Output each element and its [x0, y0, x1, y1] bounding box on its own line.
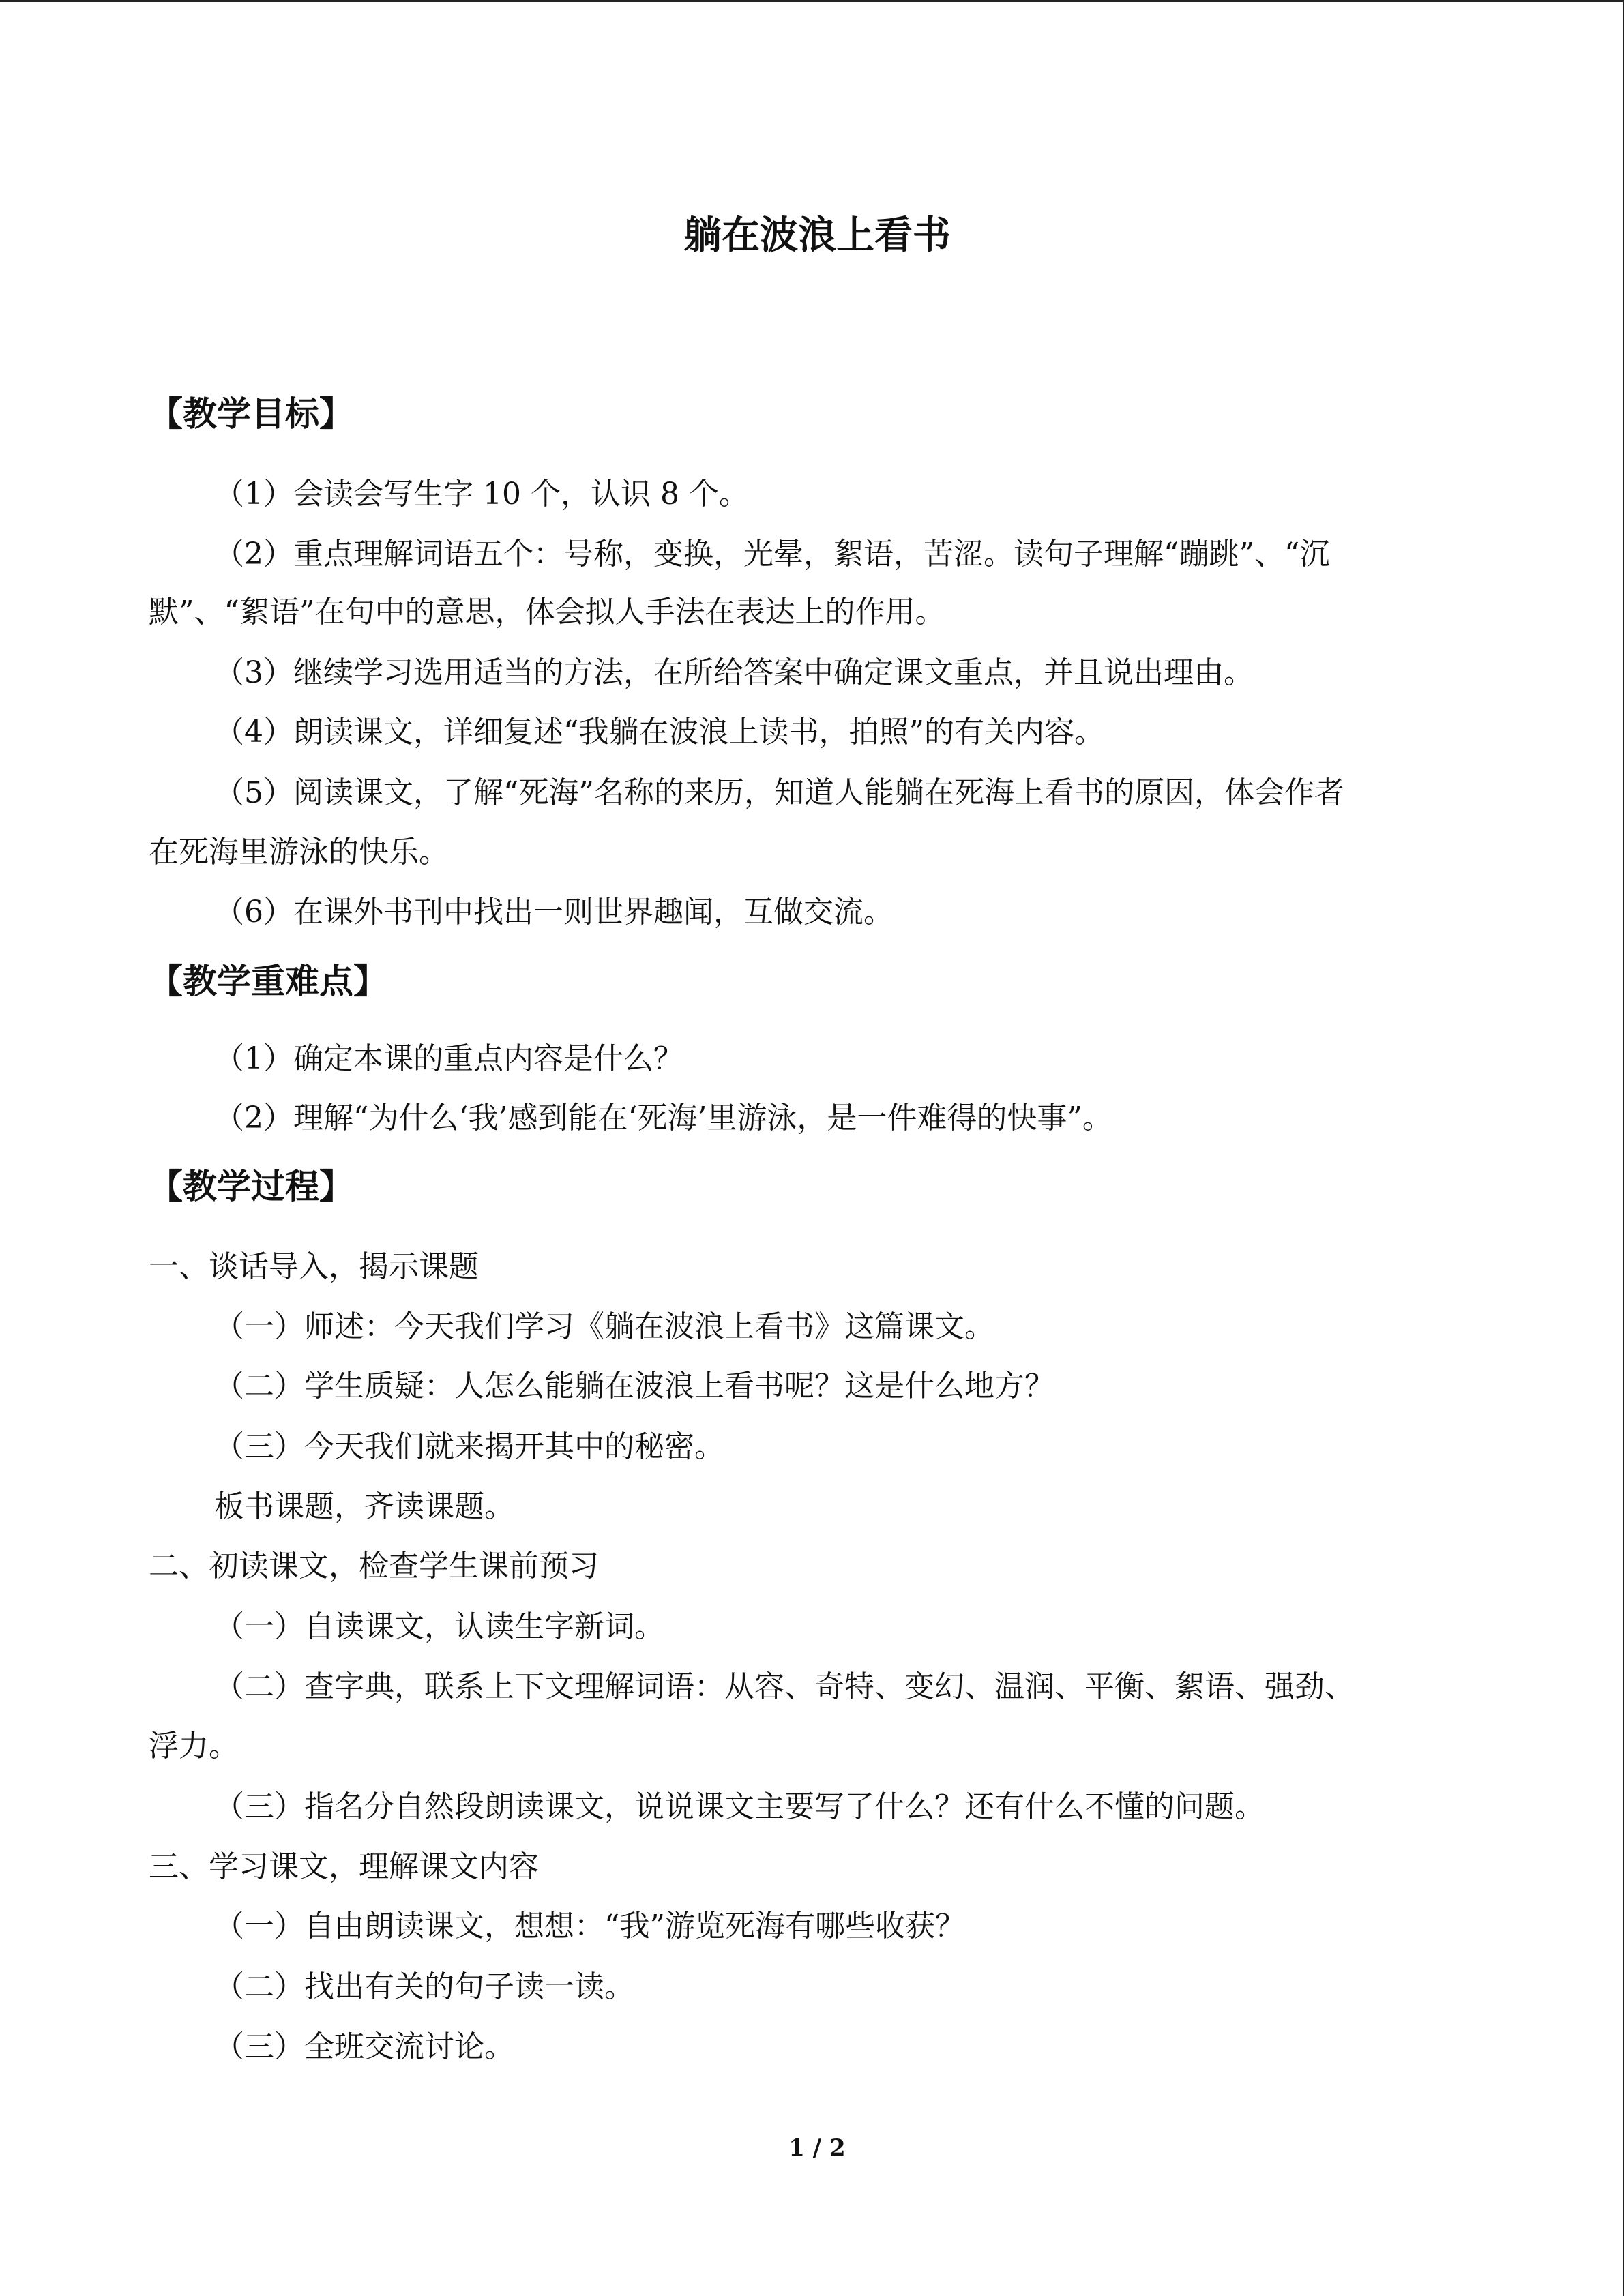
process-step-1-item-1: （一）师述：今天我们学习《躺在波浪上看书》这篇课文。 [214, 1309, 994, 1344]
goal-line-1: （1）会读会写生字 10 个，认识 8 个。 [214, 477, 749, 511]
process-step-2-item-2-continued: 浮力。 [149, 1729, 239, 1763]
process-step-3-item-1: （一）自由朗读课文，想想：“我”游览死海有哪些收获？ [214, 1909, 965, 1943]
goal-line-2: （2）重点理解词语五个：号称，变换，光晕，絮语，苦涩。读句子理解“蹦跳”、“沉 [214, 537, 1330, 571]
process-step-1-note: 板书课题，齐读课题。 [214, 1489, 514, 1524]
goal-line-2-continued: 默”、“絮语”在句中的意思，体会拟人手法在表达上的作用。 [149, 595, 945, 629]
goal-line-5: （5）阅读课文，了解“死海”名称的来历，知道人能躺在死海上看书的原因，体会作者 [214, 775, 1344, 810]
process-step-2-item-3: （三）指名分自然段朗读课文，说说课文主要写了什么？还有什么不懂的问题。 [214, 1789, 1265, 1824]
process-step-2-item-1: （一）自读课文，认读生字新词。 [214, 1609, 664, 1644]
section-heading-process: 【教学过程】 [149, 1166, 353, 1206]
goal-line-5-continued: 在死海里游泳的快乐。 [149, 835, 449, 869]
page-top-border [0, 0, 1624, 2]
process-step-3-item-3: （三）全班交流讨论。 [214, 2029, 514, 2064]
goal-line-6: （6）在课外书刊中找出一则世界趣闻，互做交流。 [214, 895, 894, 929]
goal-line-3: （3）继续学习选用适当的方法，在所给答案中确定课文重点，并且说出理由。 [214, 655, 1254, 690]
section-heading-keypoints: 【教学重难点】 [149, 961, 387, 1001]
page-number: 1 / 2 [788, 2134, 846, 2162]
process-step-1-item-2: （二）学生质疑：人怎么能躺在波浪上看书呢？这是什么地方？ [214, 1369, 1054, 1403]
process-step-3-title: 三、学习课文，理解课文内容 [149, 1849, 539, 1884]
document-title: 躺在波浪上看书 [683, 213, 951, 258]
process-step-1-item-3: （三）今天我们就来揭开其中的秘密。 [214, 1429, 724, 1464]
process-step-2-title: 二、初读课文，检查学生课前预习 [149, 1549, 599, 1583]
section-heading-goals: 【教学目标】 [149, 393, 353, 434]
keypoint-line-2: （2）理解“为什么‘我’感到能在‘死海’里游泳，是一件难得的快事”。 [214, 1101, 1112, 1135]
process-step-2-item-2: （二）查字典，联系上下文理解词语：从容、奇特、变幻、温润、平衡、絮语、强劲、 [214, 1669, 1355, 1704]
goal-line-4: （4）朗读课文，详细复述“我躺在波浪上读书，拍照”的有关内容。 [214, 715, 1104, 749]
process-step-3-item-2: （二）找出有关的句子读一读。 [214, 1969, 634, 2004]
process-step-1-title: 一、谈话导入，揭示课题 [149, 1249, 479, 1284]
keypoint-line-1: （1）确定本课的重点内容是什么？ [214, 1041, 683, 1076]
